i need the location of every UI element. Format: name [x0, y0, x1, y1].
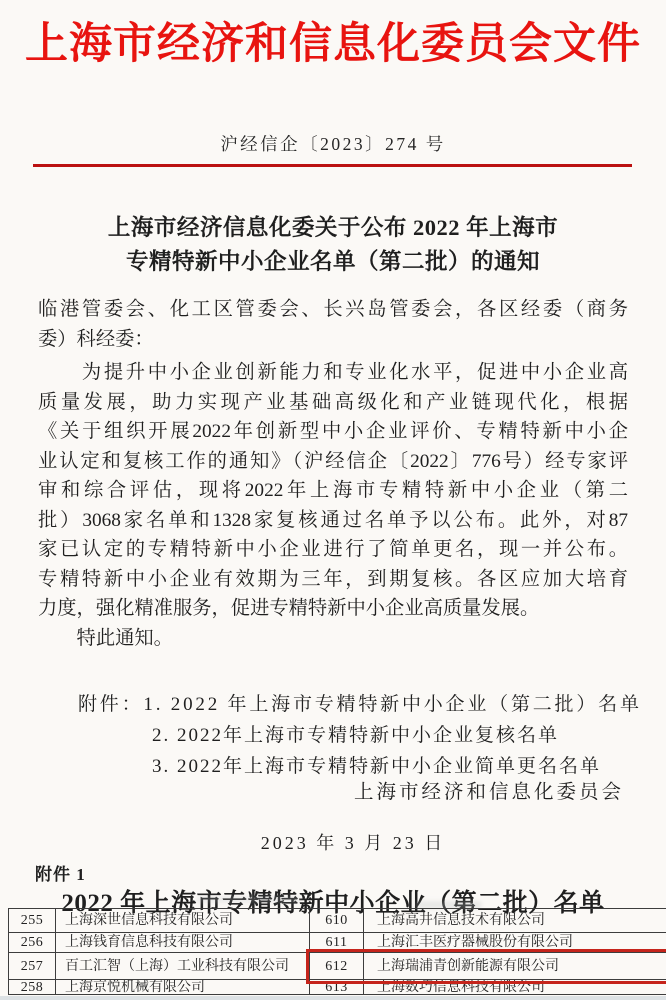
notice-body: [38, 358, 628, 653]
notice-title-line-1: 上海市经济信息化委关于公布 2022 年上海市: [107, 215, 559, 240]
company-cell: 上海汇丰医疗器械股份有限公司: [364, 933, 666, 953]
document-reference-number: 沪经信企〔2023〕274 号: [220, 134, 446, 154]
body-line: 专精特新中小企业有效期为三年，到期复核。各区应加大培育: [38, 568, 628, 590]
red-highlight-annotation-box: [306, 949, 666, 984]
company-cell-highlighted: 上海瑞浦青创新能源有限公司: [364, 953, 666, 980]
serial-cell: 611: [310, 933, 364, 953]
body-line-closing: 特此通知。: [38, 627, 173, 649]
attachment-list-item-1: 附件：1. 2022 年上海市专精特新中小企业（第二批）名单: [78, 694, 642, 715]
serial-cell: 257: [9, 953, 56, 980]
issue-date: 2023 年 3 月 23 日: [260, 833, 446, 853]
company-cell: 上海京悦机械有限公司: [56, 980, 310, 995]
body-line: 《关于组织开展2022年创新型中小企业评价、专精特新中小企: [38, 421, 628, 442]
serial-cell: 255: [9, 909, 56, 933]
salutation-line: 临港管委会、化工区管委会、长兴岛管委会，各区经委（商务: [38, 299, 628, 320]
body-line: 质量发展，助力实现产业基础高级化和产业链现代化，根据: [38, 391, 628, 413]
company-cell: 上海数巧信息科技有限公司: [364, 980, 666, 995]
serial-cell: 613: [310, 980, 364, 995]
serial-cell: 256: [9, 933, 56, 953]
attachment-list-item-2: 2. 2022年上海市专精特新中小企业复核名单: [152, 725, 560, 746]
serial-cell: 258: [9, 980, 56, 995]
issuing-authority-signature: 上海市经济和信息化委员会: [353, 782, 624, 803]
body-line: 力度，强化精准服务，促进专精特新中小企业高质量发展。: [38, 598, 540, 619]
attachment-list-item-3: 3. 2022年上海市专精特新中小企业简单更名名单: [152, 756, 602, 777]
serial-cell: 610: [310, 909, 364, 933]
annex-label: 附件 1: [35, 865, 86, 884]
document-masthead-title: 上海市经济和信息化委员会文件: [25, 21, 641, 68]
scan-smudge: [196, 896, 301, 903]
body-line: 批）3068家名单和1328家复核通过名单予以公布。此外，对87: [38, 509, 628, 531]
body-line: 业认定和复核工作的通知》（沪经信企〔2022〕776号）经专家评: [38, 450, 628, 472]
body-line: 为提升中小企业创新能力和专业化水平，促进中小企业高: [38, 362, 628, 383]
body-line: 审和综合评估，现将2022年上海市专精特新中小企业（第二: [38, 480, 628, 501]
red-divider-rule: [33, 164, 632, 167]
company-cell: 上海钱育信息科技有限公司: [56, 933, 310, 953]
scan-page-edge: [0, 996, 666, 1000]
annex-table-title: 2022 年上海市专精特新中小企业（第二批）名单: [61, 890, 605, 917]
company-cell: 上海深世信息科技有限公司: [56, 909, 310, 933]
salutation-line: 委）科经委：: [38, 328, 154, 350]
company-cell: 百工汇智（上海）工业科技有限公司: [56, 953, 310, 980]
serial-cell-highlighted: 612: [310, 953, 364, 980]
body-line: 家已认定的专精特新中小企业进行了简单更名，现一并公布。: [38, 539, 628, 560]
notice-title-line-2: 专精特新中小企业名单（第二批）的通知: [125, 249, 540, 274]
notice-title: [0, 211, 666, 279]
salutation: [38, 295, 628, 354]
company-cell: 上海高井信息技术有限公司: [364, 909, 666, 933]
